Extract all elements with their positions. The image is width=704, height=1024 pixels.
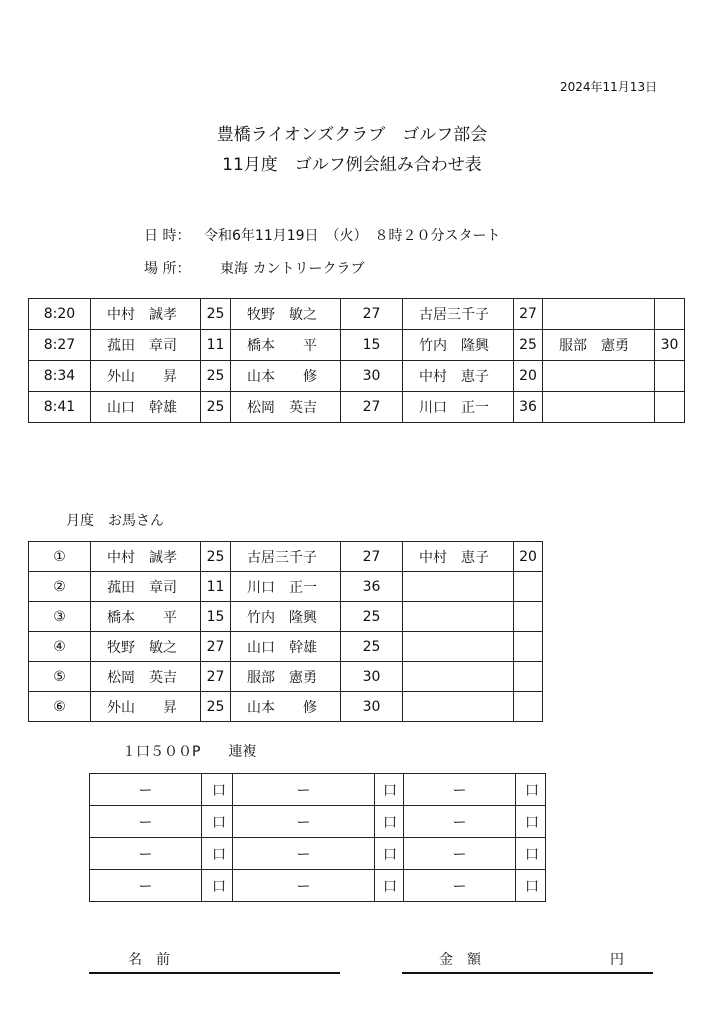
handicap: 25 (201, 692, 231, 722)
handicap: 25 (341, 602, 403, 632)
player-name: 古居三千子 (231, 542, 341, 572)
horse-row (29, 572, 543, 602)
handicap: 30 (341, 662, 403, 692)
bet-combination-field: ー (90, 870, 202, 902)
document-date: 2024年11月13日 (560, 80, 658, 94)
horse-row (29, 542, 543, 572)
handicap (655, 361, 685, 392)
pairing-row (29, 299, 685, 330)
handicap (655, 299, 685, 330)
player-name: 古居三千子 (403, 299, 514, 330)
player-name: 山本 修 (231, 361, 341, 392)
bet-combination-field: ー (90, 838, 202, 870)
schedule-value: 令和6年11月19日 （火） ８時２０分スタート (204, 228, 501, 244)
player-name: 外山 昇 (91, 361, 201, 392)
player-name: 中村 恵子 (403, 361, 514, 392)
player-name: 菰田 章司 (91, 330, 201, 361)
bet-rate: １口５００P 連複 (122, 744, 257, 760)
handicap (514, 632, 543, 662)
bet-units-field: 口 (375, 838, 404, 870)
horse-number: ① (29, 542, 91, 572)
player-name: 竹内 隆興 (231, 602, 341, 632)
handicap: 30 (655, 330, 685, 361)
handicap: 20 (514, 542, 543, 572)
bet-combination-field: ー (404, 806, 516, 838)
bet-units-field: 口 (516, 870, 546, 902)
horse-number: ⑤ (29, 662, 91, 692)
bet-units-field: 口 (202, 838, 233, 870)
player-name: 松岡 英吉 (91, 662, 201, 692)
player-name (403, 692, 514, 722)
player-name: 橋本 平 (91, 602, 201, 632)
handicap (514, 602, 543, 632)
handicap: 36 (514, 392, 543, 423)
handicap (514, 572, 543, 602)
handicap: 27 (341, 299, 403, 330)
bet-units-field: 口 (202, 870, 233, 902)
bet-combination-field: ー (404, 838, 516, 870)
tee-time: 8:34 (29, 361, 91, 392)
player-name: 川口 正一 (403, 392, 514, 423)
horse-number: ② (29, 572, 91, 602)
handicap (514, 692, 543, 722)
handicap: 27 (201, 662, 231, 692)
player-name (403, 632, 514, 662)
bet-combination-field: ー (233, 838, 375, 870)
handicap (655, 392, 685, 423)
handicap: 27 (341, 542, 403, 572)
bet-row (90, 774, 546, 806)
amount-line (402, 972, 653, 974)
handicap: 25 (514, 330, 543, 361)
bet-combination-field: ー (90, 806, 202, 838)
horse-section-title: 月度 お馬さん (66, 513, 164, 529)
bet-row (90, 870, 546, 902)
bet-units-field: 口 (516, 806, 546, 838)
bet-combination-field: ー (233, 870, 375, 902)
tee-time: 8:20 (29, 299, 91, 330)
bet-units-field: 口 (375, 806, 404, 838)
bet-combination-field: ー (404, 870, 516, 902)
handicap: 27 (201, 632, 231, 662)
handicap: 27 (341, 392, 403, 423)
handicap: 25 (201, 542, 231, 572)
player-name: 中村 恵子 (403, 542, 514, 572)
player-name (403, 572, 514, 602)
player-name: 服部 憲勇 (543, 330, 655, 361)
player-name: 牧野 敏之 (91, 632, 201, 662)
schedule-label: 日 時： (144, 228, 191, 244)
pairings-table (28, 298, 685, 423)
player-name (543, 361, 655, 392)
player-name: 服部 憲勇 (231, 662, 341, 692)
handicap: 30 (341, 692, 403, 722)
bet-units-field: 口 (516, 774, 546, 806)
handicap: 30 (341, 361, 403, 392)
player-name: 外山 昇 (91, 692, 201, 722)
yen-label: 円 (610, 952, 624, 968)
pairing-row (29, 361, 685, 392)
bet-combination-field: ー (233, 774, 375, 806)
bet-row (90, 838, 546, 870)
bet-combination-field: ー (404, 774, 516, 806)
horse-number: ⑥ (29, 692, 91, 722)
handicap: 15 (201, 602, 231, 632)
horse-number: ③ (29, 602, 91, 632)
player-name: 山口 幹雄 (91, 392, 201, 423)
name-signature-line (89, 972, 340, 974)
bet-table (89, 773, 546, 902)
title-line-1: 豊橋ライオンズクラブ ゴルフ部会 (216, 125, 488, 145)
player-name (543, 299, 655, 330)
horse-table (28, 541, 543, 722)
handicap: 11 (201, 572, 231, 602)
player-name: 山口 幹雄 (231, 632, 341, 662)
player-name (403, 602, 514, 632)
horse-row (29, 662, 543, 692)
handicap: 27 (514, 299, 543, 330)
player-name: 川口 正一 (231, 572, 341, 602)
pairing-row (29, 392, 685, 423)
handicap: 25 (201, 392, 231, 423)
bet-units-field: 口 (375, 870, 404, 902)
player-name: 松岡 英吉 (231, 392, 341, 423)
bet-row (90, 806, 546, 838)
bet-units-field: 口 (375, 774, 404, 806)
handicap (514, 662, 543, 692)
tee-time: 8:41 (29, 392, 91, 423)
pairing-row (29, 330, 685, 361)
bet-units-field: 口 (202, 806, 233, 838)
player-name: 中村 誠孝 (91, 542, 201, 572)
player-name (543, 392, 655, 423)
horse-row (29, 692, 543, 722)
amount-label: 金 額 (439, 952, 481, 968)
player-name: 山本 修 (231, 692, 341, 722)
handicap: 11 (201, 330, 231, 361)
player-name: 牧野 敏之 (231, 299, 341, 330)
name-label: 名 前 (128, 952, 170, 968)
player-name: 竹内 隆興 (403, 330, 514, 361)
horse-row (29, 602, 543, 632)
handicap: 25 (201, 361, 231, 392)
player-name: 橋本 平 (231, 330, 341, 361)
venue-value: 東海 カントリークラブ (220, 261, 365, 277)
handicap: 25 (341, 632, 403, 662)
player-name (403, 662, 514, 692)
handicap: 20 (514, 361, 543, 392)
horse-row (29, 632, 543, 662)
handicap: 15 (341, 330, 403, 361)
bet-units-field: 口 (516, 838, 546, 870)
venue-label: 場 所： (144, 261, 191, 277)
tee-time: 8:27 (29, 330, 91, 361)
bet-units-field: 口 (202, 774, 233, 806)
bet-combination-field: ー (90, 774, 202, 806)
player-name: 中村 誠孝 (91, 299, 201, 330)
bet-combination-field: ー (233, 806, 375, 838)
horse-number: ④ (29, 632, 91, 662)
handicap: 36 (341, 572, 403, 602)
player-name: 菰田 章司 (91, 572, 201, 602)
handicap: 25 (201, 299, 231, 330)
title-line-2: 11月度 ゴルフ例会組み合わせ表 (222, 155, 482, 175)
